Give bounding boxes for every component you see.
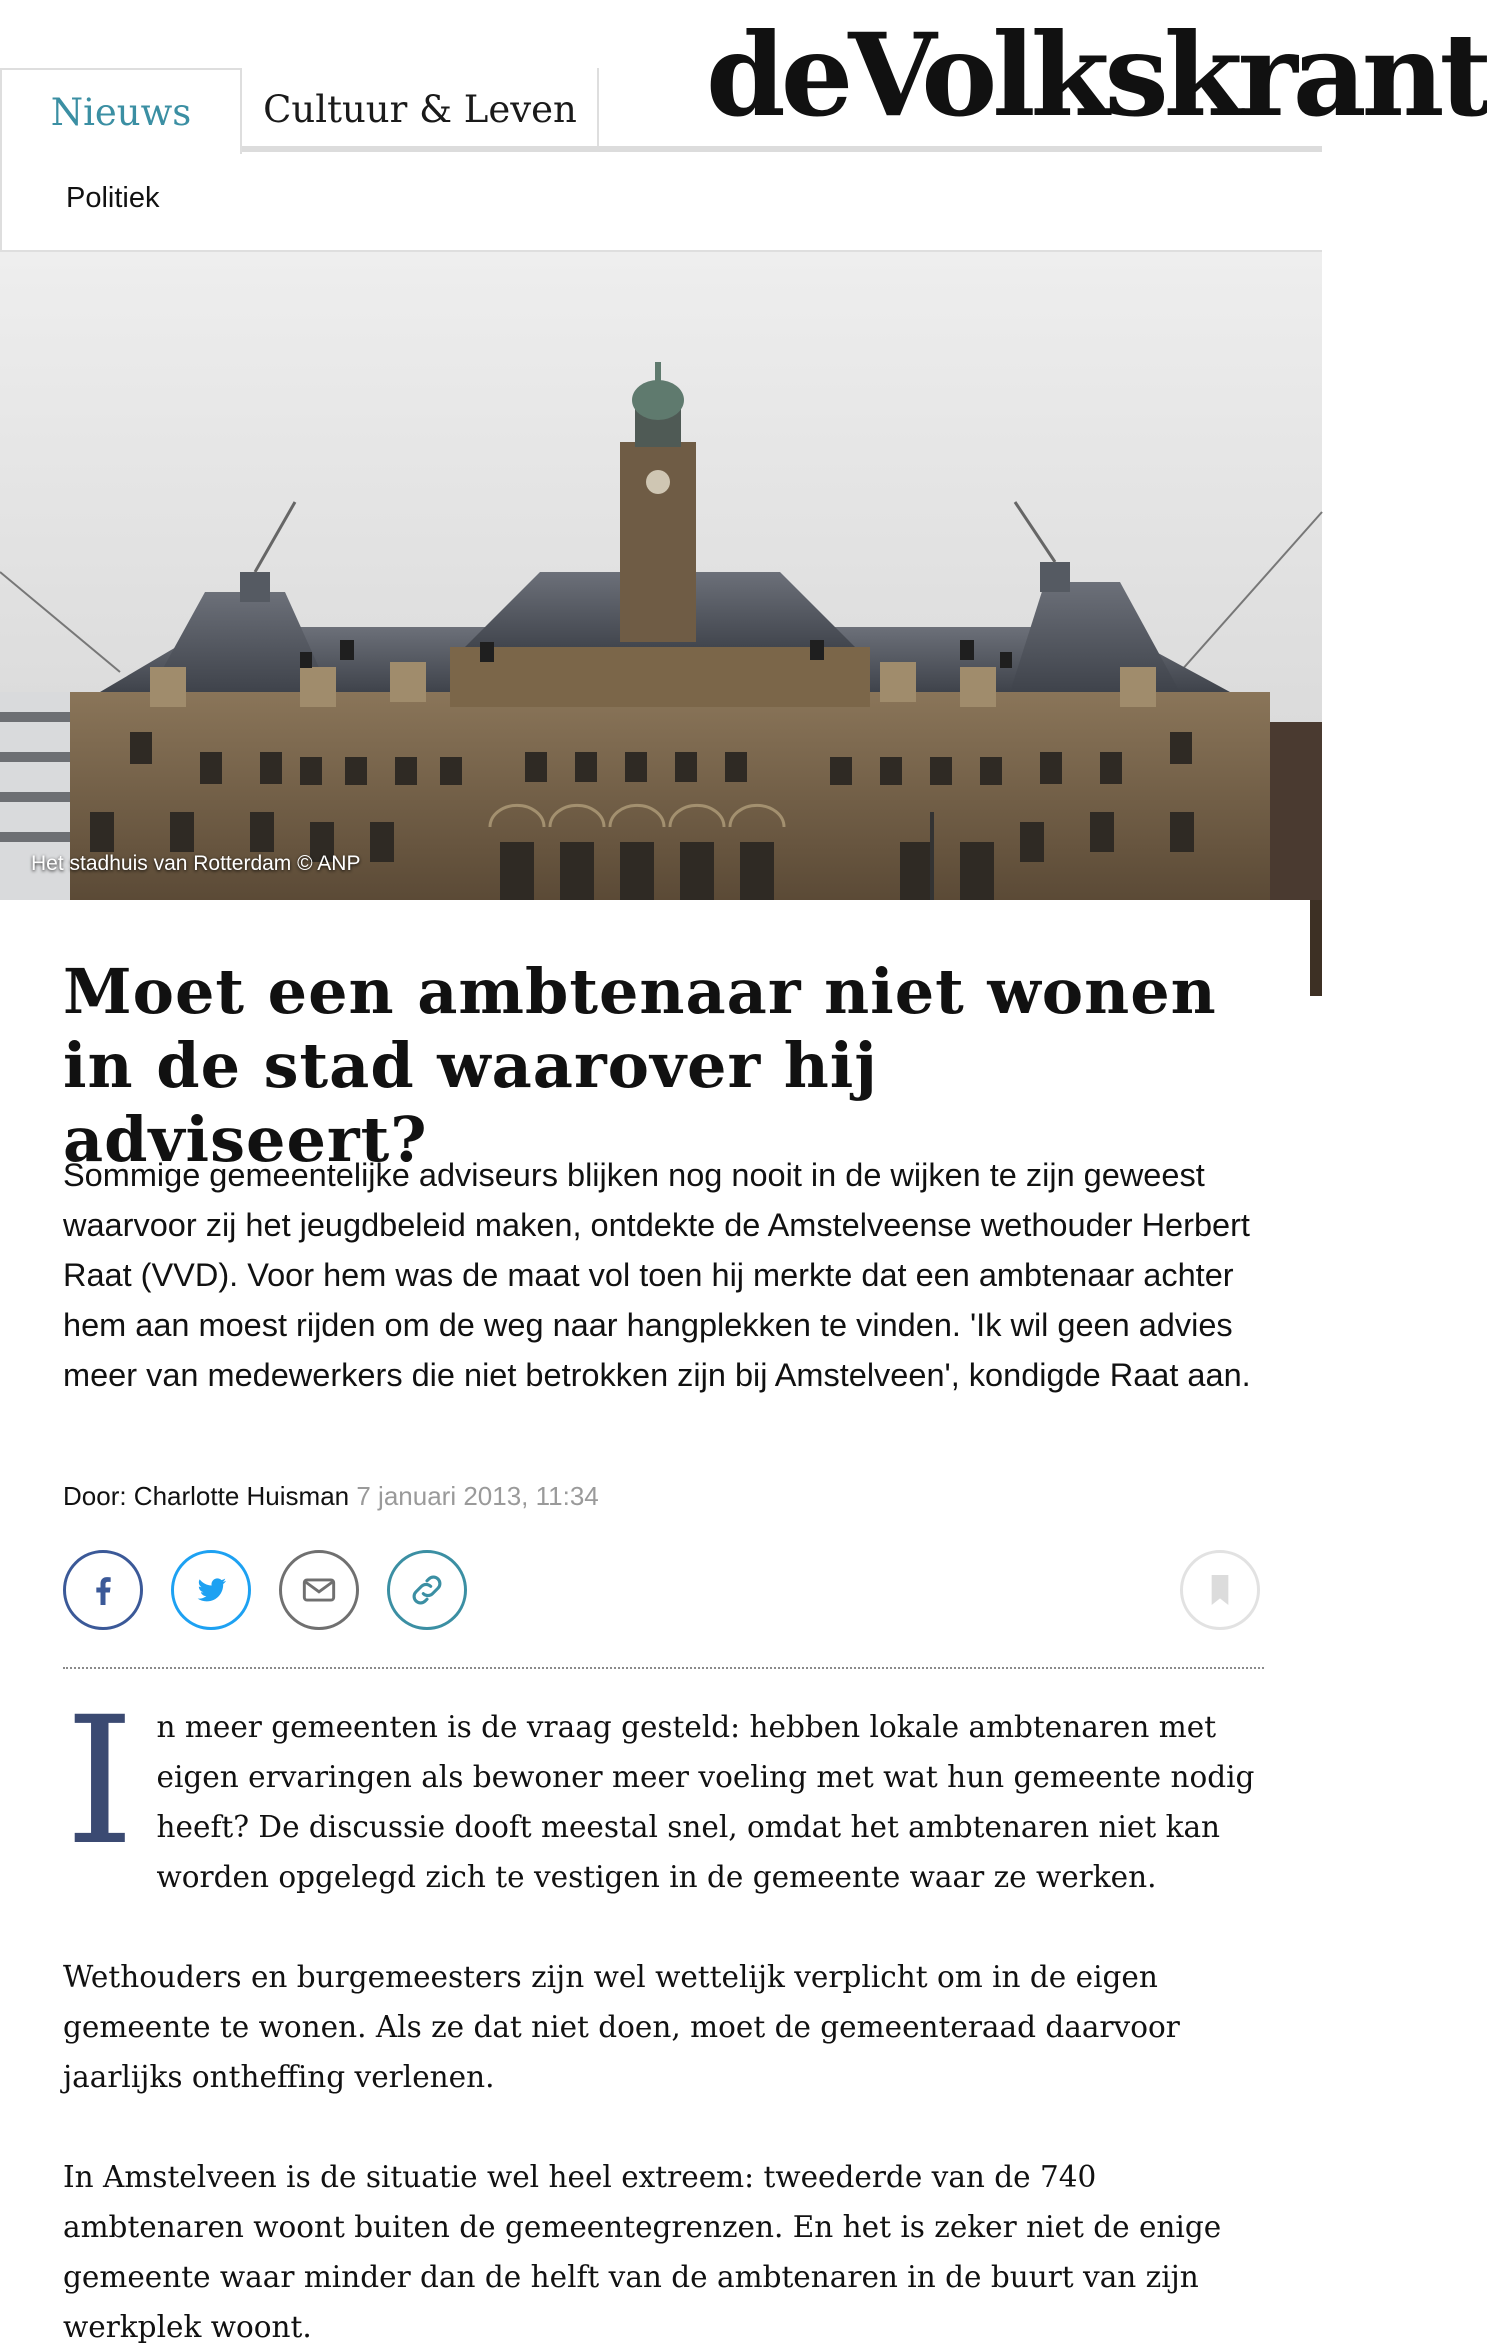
share-facebook-button[interactable] xyxy=(63,1550,143,1630)
drop-cap: I xyxy=(65,1679,135,1884)
twitter-icon xyxy=(191,1570,231,1610)
article-divider xyxy=(63,1667,1264,1669)
mail-icon xyxy=(297,1568,341,1612)
facebook-icon xyxy=(83,1570,123,1610)
article-headline: Moet een ambtenaar niet wonen in de stad waarover hij adviseert? xyxy=(63,955,1217,1176)
hero-image xyxy=(0,252,1322,900)
tab-nieuws[interactable]: Nieuws xyxy=(0,68,242,154)
image-caption: Het stadhuis van Rotterdam © ANP xyxy=(31,852,361,875)
share-mail-button[interactable] xyxy=(279,1550,359,1630)
site-logo[interactable]: deVolkskrant xyxy=(706,8,1487,142)
image-edge xyxy=(1310,900,1322,996)
byline-date: 7 januari 2013, 11:34 xyxy=(356,1481,599,1511)
subnav-item-politiek[interactable]: Politiek xyxy=(66,182,160,214)
article-lead: Sommige gemeentelijke adviseurs blijken nog nooit in de wijken te zijn geweest waarvoor zij het jeugdbeleid maken, ontdekte de Amstelveense wethouder Herbert Raat (VVD). Voor hem was de maat vol toen hij merkte dat een ambtenaar achter hem aan moest rijden om de weg naar hangplekken te vinden. 'Ik wil geen advies meer van medewerkers die niet betrokken zijn bij Amstelveen', kondigde Raat aan. xyxy=(63,1157,1251,1393)
subnav-bar xyxy=(0,152,1322,252)
body-paragraph-1-text: n meer gemeenten is de vraag gesteld: hebben lokale ambtenaren met eigen ervaringen als bewoner meer voeling met wat hun gemeente nodig heeft? De discussie dooft meestal snel, omdat het ambtenaren niet kan worden opgelegd zich te vestigen in de gemeente waar ze werken. xyxy=(156,1710,1255,1894)
bookmark-button[interactable] xyxy=(1180,1550,1260,1630)
byline-author[interactable]: Door: Charlotte Huisman xyxy=(63,1481,350,1511)
share-twitter-button[interactable] xyxy=(171,1550,251,1630)
tab-cultuur-leven[interactable]: Cultuur & Leven xyxy=(263,87,577,131)
body-paragraph-1 xyxy=(63,1679,1263,1902)
link-icon xyxy=(405,1568,449,1612)
copy-link-button[interactable] xyxy=(387,1550,467,1630)
tab-divider xyxy=(597,68,599,148)
site-header xyxy=(0,0,1487,252)
bookmark-icon xyxy=(1200,1568,1240,1612)
body-paragraph-3: In Amstelveen is de situatie wel heel extreem: tweederde van de 740 ambtenaren woont buiten de gemeentegrenzen. En het is zeker niet de enige gemeente waar minder dan de helft van de ambtenaren in de buurt van zijn werkplek woont. xyxy=(63,2160,1222,2344)
body-paragraph-2: Wethouders en burgemeesters zijn wel wettelijk verplicht om in de eigen gemeente te wonen. Als ze dat niet doen, moet de gemeenteraad daarvoor jaarlijks ontheffing verlenen. xyxy=(63,1960,1180,2094)
article-byline xyxy=(63,1481,599,1512)
